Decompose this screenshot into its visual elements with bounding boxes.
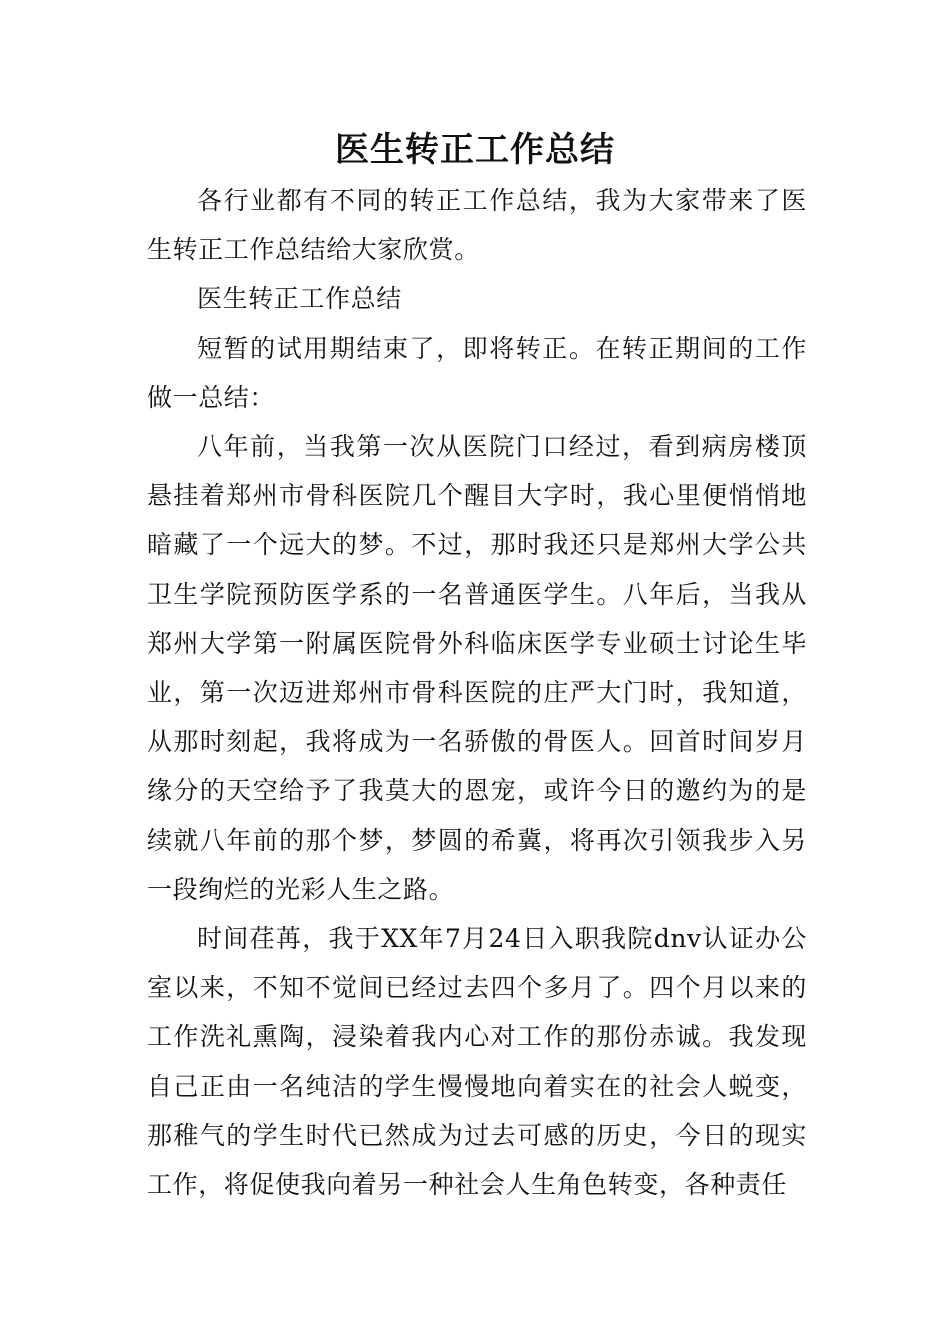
paragraph-subtitle: 医生转正工作总结 (197, 284, 402, 314)
paragraph-probation: 短暂的试用期结束了，即将转正。在转正期间的工作做一总结： (147, 333, 807, 412)
paragraph-time-passes: 时间荏苒，我于XX年7月24日入职我院dnv认证办公室以来，不知不觉间已经过去四个多月了。四个月以来的工作洗礼熏陶，浸染着我内心对工作的那份赤诚。我发现自己正由一名纯洁的学生慢慢地向着实在的社会人蜕变，那稚气的学生时代已然成为过去可感的历史，今日的现实工作，将促使我向着另一种社会人生角色转变，各种责任 (147, 924, 807, 1200)
paragraph-intro: 各行业都有不同的转正工作总结，我为大家带来了医生转正工作总结给大家欣赏。 (147, 186, 807, 265)
document-body (147, 176, 807, 1209)
document-title: 医生转正工作总结 (335, 130, 615, 170)
paragraph-eight-years: 八年前，当我第一次从医院门口经过，看到病房楼顶悬挂着郑州市骨科医院几个醒目大字时，我心里便悄悄地暗藏了一个远大的梦。不过，那时我还只是郑州大学公共卫生学院预防医学系的一名普通医学生。八年后，当我从郑州大学第一附属医院骨外科临床医学专业硕士讨论生毕业，第一次迈进郑州市骨科医院的庄严大门时，我知道，从那时刻起，我将成为一名骄傲的骨医人。回首时间岁月缘分的天空给予了我莫大的恩宠，或许今日的邀约为的是续就八年前的那个梦，梦圆的希冀，将再次引领我步入另一段绚烂的光彩人生之路。 (147, 432, 807, 904)
